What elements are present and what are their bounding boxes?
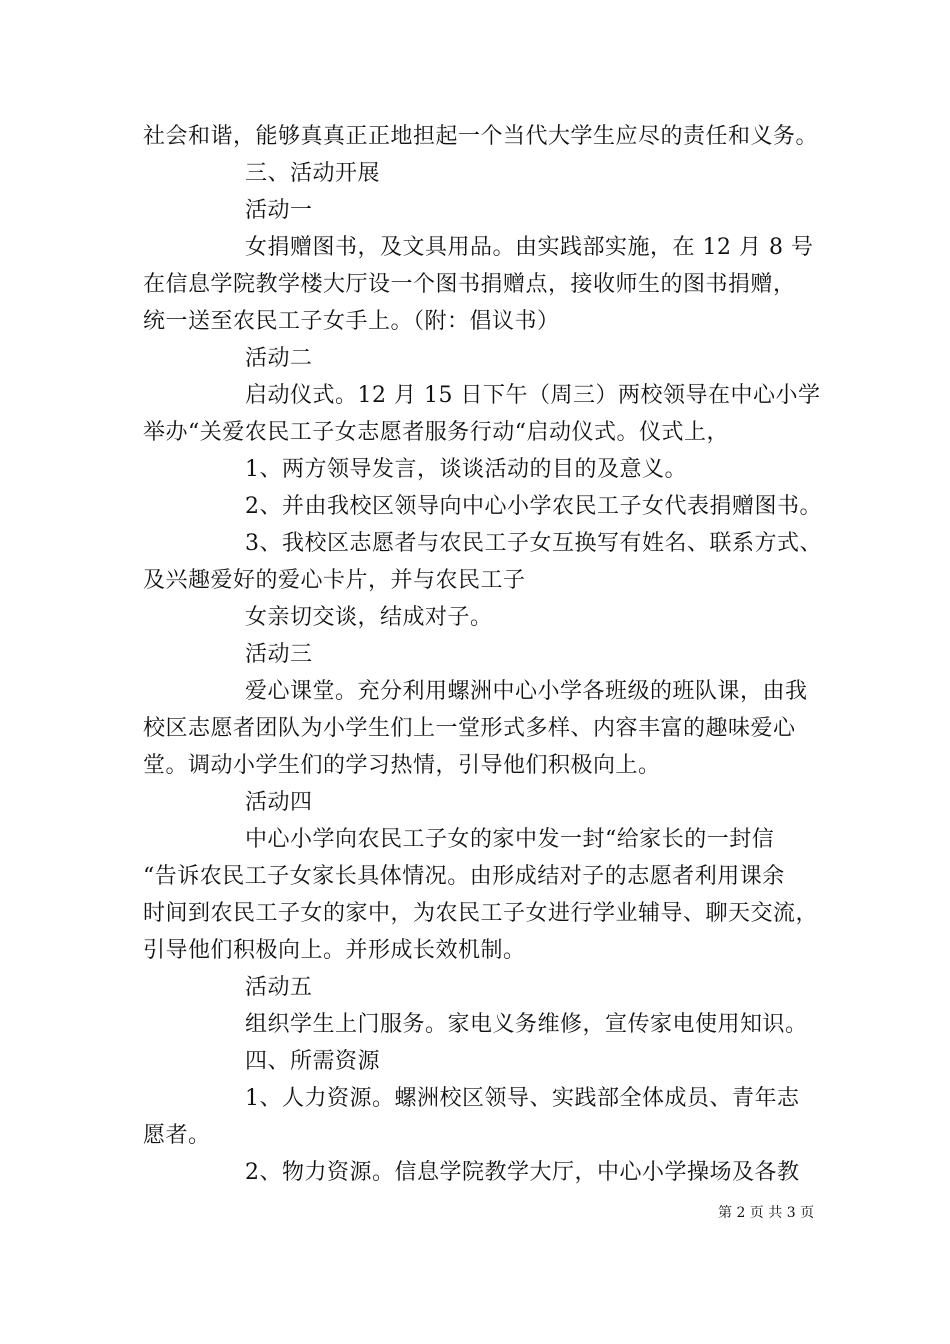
text-line-21: “告诉农民工子女家长具体情况。由形成结对子的志愿者利用课余	[143, 864, 785, 889]
section-heading-resources: 四、所需资源	[245, 1049, 381, 1074]
activity-heading-1: 活动一	[245, 198, 313, 223]
text-line-6: 统一送至农民工子女手上。（附：倡议书）	[143, 309, 560, 334]
text-line-4: 女捐赠图书，及文具用品。由实践部实施，在 12 月 8 号	[245, 235, 814, 260]
page-number: 第 2 页 共 3 页	[718, 1205, 815, 1221]
text-line-9: 举办“关爱农民工子女志愿者服务行动“启动仪式。仪式上，	[143, 420, 729, 445]
text-line-8: 启动仪式。12 月 15 日下午（周三）两校领导在中心小学	[245, 383, 821, 408]
text-line-12: 3、我校区志愿者与农民工子女互换写有姓名、联系方式、	[245, 531, 822, 556]
activity-heading-5: 活动五	[245, 975, 313, 1000]
section-heading-activities: 三、活动开展	[245, 161, 381, 186]
text-line-10: 1、两方领导发言，谈谈活动的目的及意义。	[245, 457, 687, 482]
text-line-1: 社会和谐，能够真真正正地担起一个当代大学生应尽的责任和义务。	[143, 124, 819, 149]
text-line-5: 在信息学院教学楼大厅设一个图书捐赠点，接收师生的图书捐赠，	[143, 272, 796, 297]
activity-heading-2: 活动二	[245, 346, 313, 371]
text-line-17: 校区志愿者团队为小学生们上一堂形式多样、内容丰富的趣味爱心	[143, 716, 796, 741]
text-line-29: 2、物力资源。信息学院教学大厅，中心小学操场及各教	[245, 1160, 800, 1185]
text-line-27: 1、人力资源。螺洲校区领导、实践部全体成员、青年志	[245, 1086, 800, 1111]
activity-heading-3: 活动三	[245, 642, 313, 667]
text-line-28: 愿者。	[143, 1123, 211, 1148]
text-line-16: 爱心课堂。充分利用螺洲中心小学各班级的班队课，由我	[245, 679, 808, 704]
text-line-14: 女亲切交谈，结成对子。	[245, 605, 493, 630]
activity-heading-4: 活动四	[245, 790, 313, 815]
text-line-20: 中心小学向农民工子女的家中发一封“给家长的一封信	[245, 827, 775, 852]
text-line-13: 及兴趣爱好的爱心卡片，并与农民工子	[143, 568, 526, 593]
text-line-22: 时间到农民工子女的家中，为农民工子女进行学业辅导、聊天交流，	[143, 901, 819, 926]
text-line-25: 组织学生上门服务。家电义务维修，宣传家电使用知识。	[245, 1012, 808, 1037]
text-line-11: 2、并由我校区领导向中心小学农民工子女代表捐赠图书。	[245, 494, 822, 519]
text-line-23: 引导他们积极向上。并形成长效机制。	[143, 938, 526, 963]
text-line-18: 堂。调动小学生们的学习热情，引导他们积极向上。	[143, 753, 661, 778]
